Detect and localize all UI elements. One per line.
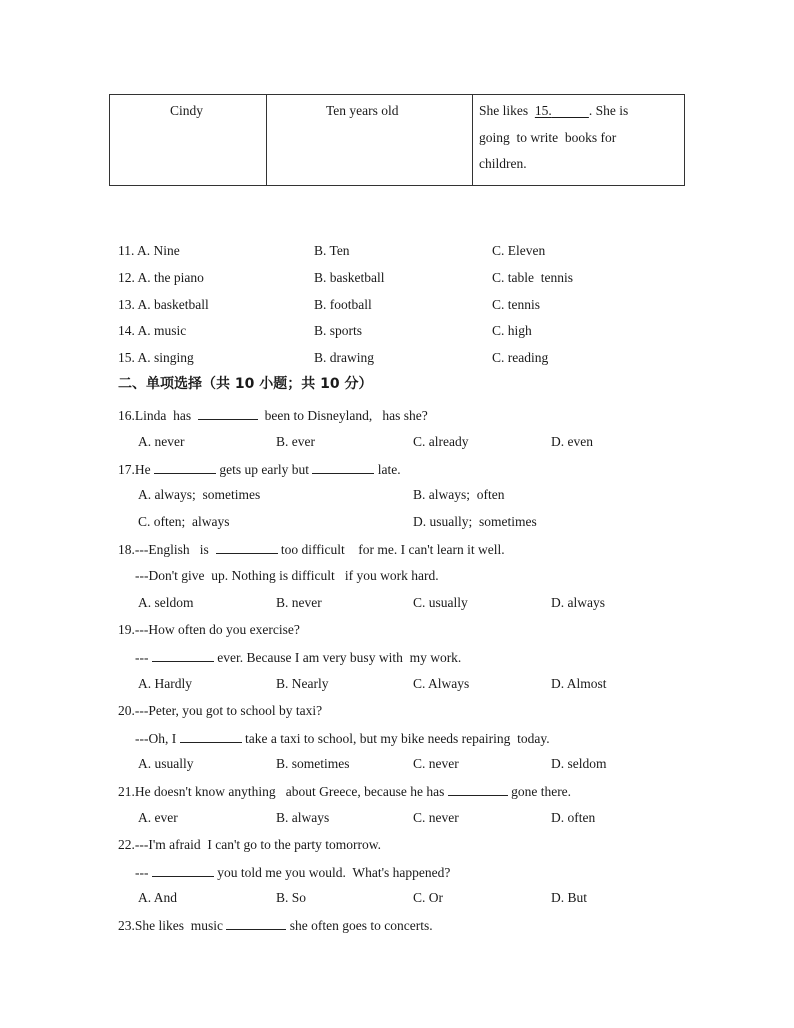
question-11-b[interactable]: B. Ten [314,243,350,258]
stem-text: been to Disneyland, has she? [264,408,428,423]
question-19-reply [135,650,461,665]
question-17-stem [118,462,401,477]
stem-text: too difficult for me. I can't learn it well. [280,542,505,557]
stem-text: ever. Because I am very busy with my work. [217,650,462,665]
info-table [109,94,685,186]
answer-blank[interactable] [448,784,508,796]
option-19-b[interactable]: B. Nearly [276,676,329,691]
option-20-b[interactable]: B. sometimes [276,756,350,771]
option-22-d[interactable]: D. But [551,890,588,905]
question-12-a[interactable]: 12. A. the piano [118,270,204,285]
option-21-b[interactable]: B. always [276,810,330,825]
table-divider [266,95,267,185]
section-title: 二、单项选择（共 10 小题；共 10 分） [118,376,373,392]
option-21-a[interactable]: A. ever [138,810,178,825]
answer-blank[interactable] [152,865,214,877]
option-20-d[interactable]: D. seldom [551,756,607,771]
option-19-d[interactable]: D. Almost [551,676,607,691]
option-16-d[interactable]: D. even [551,434,593,449]
stem-text: take a taxi to school, but my bike needs repairing today. [244,731,550,746]
question-22-reply [135,865,450,880]
stem-text: you told me you would. What's happened? [217,865,451,880]
question-21-stem [118,784,571,799]
question-14-b[interactable]: B. sports [314,323,363,338]
question-11-c[interactable]: C. Eleven [492,243,546,258]
table-cell-info-line3: children. [479,156,527,171]
blank-number: 15. [534,103,552,118]
option-22-c[interactable]: C. Or [413,890,443,905]
question-13-a[interactable]: 13. A. basketball [118,297,209,312]
option-18-b[interactable]: B. never [276,595,322,610]
question-12-c[interactable]: C. table tennis [492,270,573,285]
option-16-c[interactable]: C. already [413,434,469,449]
stem-text: 23.She likes music [118,918,223,933]
question-13-b[interactable]: B. football [314,297,372,312]
question-15-b[interactable]: B. drawing [314,350,374,365]
option-22-b[interactable]: B. So [276,890,307,905]
question-18-stem [118,542,505,557]
option-17-a[interactable]: A. always; sometimes [138,487,261,502]
stem-text: 17.He [118,462,151,477]
stem-text: --- [135,650,149,665]
question-14-a[interactable]: 14. A. music [118,323,187,338]
question-13-c[interactable]: C. tennis [492,297,541,312]
question-14-c[interactable]: C. high [492,323,532,338]
info-prefix: She likes [479,103,529,118]
option-21-c[interactable]: C. never [413,810,459,825]
stem-text: 18.---English is [118,542,209,557]
table-cell-info-line1 [479,104,628,118]
stem-text: gets up early but [219,462,309,477]
info-suffix: . She is [588,103,629,118]
question-15-c[interactable]: C. reading [492,350,549,365]
question-18-reply: ---Don't give up. Nothing is difficult if you work hard. [135,568,439,583]
answer-blank[interactable] [216,542,278,554]
answer-blank[interactable] [312,462,374,474]
option-22-a[interactable]: A. And [138,890,178,905]
option-20-a[interactable]: A. usually [138,756,194,771]
question-22-stem: 22.---I'm afraid I can't go to the party tomorrow. [118,837,382,852]
answer-blank[interactable] [152,650,214,662]
option-18-c[interactable]: C. usually [413,595,468,610]
stem-text: gone there. [511,784,572,799]
stem-text: 21.He doesn't know anything about Greece, because he has [118,784,445,799]
answer-blank[interactable] [226,918,286,930]
option-18-d[interactable]: D. always [551,595,605,610]
option-17-d[interactable]: D. usually; sometimes [413,514,537,529]
answer-blank-15[interactable] [535,103,589,118]
question-23-stem [118,918,433,933]
option-21-d[interactable]: D. often [551,810,596,825]
option-16-a[interactable]: A. never [138,434,185,449]
option-20-c[interactable]: C. never [413,756,459,771]
question-11-a[interactable]: 11. A. Nine [118,243,180,258]
table-cell-age: Ten years old [326,103,399,118]
table-cell-info-line2: going to write books for [479,130,617,145]
answer-blank[interactable] [180,731,242,743]
table-divider [472,95,473,185]
stem-text: ---Oh, I [135,731,177,746]
stem-text: --- [135,865,149,880]
question-19-stem: 19.---How often do you exercise? [118,622,300,637]
option-16-b[interactable]: B. ever [276,434,315,449]
question-20-stem: 20.---Peter, you got to school by taxi? [118,703,323,718]
option-19-a[interactable]: A. Hardly [138,676,192,691]
stem-text: late. [377,462,401,477]
question-20-reply [135,731,550,746]
option-17-b[interactable]: B. always; often [413,487,505,502]
answer-blank[interactable] [198,408,258,420]
stem-text: 16.Linda has [118,408,192,423]
stem-text: she often goes to concerts. [289,918,433,933]
answer-blank[interactable] [154,462,216,474]
question-15-a[interactable]: 15. A. singing [118,350,194,365]
option-19-c[interactable]: C. Always [413,676,470,691]
question-16-stem [118,408,428,423]
option-17-c[interactable]: C. often; always [138,514,230,529]
option-18-a[interactable]: A. seldom [138,595,194,610]
question-12-b[interactable]: B. basketball [314,270,385,285]
table-cell-name: Cindy [170,103,204,118]
